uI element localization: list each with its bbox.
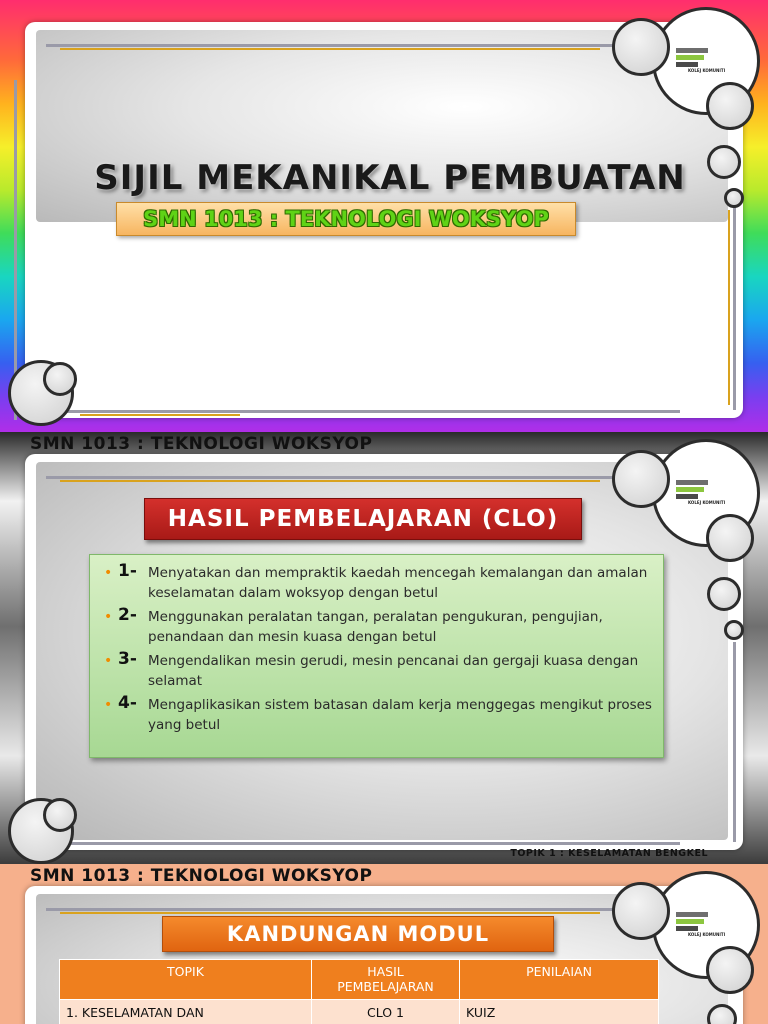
clo-number: 4- — [118, 693, 137, 713]
col-header-topik: TOPIK — [60, 960, 312, 1000]
clo-list — [89, 554, 664, 758]
bullet-icon: • — [104, 609, 113, 625]
module-heading — [162, 916, 554, 952]
logo-text: KOLEJ KOMUNITI — [688, 68, 726, 73]
bullet-icon: • — [104, 697, 113, 713]
clo-text: Menyatakan dan mempraktik kaedah mencegah kemalangan dan amalan keselamatan dalam woksyop dengan betul — [148, 565, 648, 601]
decor-line-gold — [60, 48, 600, 50]
decor-line-gold — [728, 210, 730, 405]
decor-circle — [724, 620, 744, 640]
col-header-hasil: HASIL PEMBELAJARAN — [312, 960, 460, 1000]
clo-text: Mengaplikasikan sistem batasan dalam kerja menggegas mengikut proses yang betul — [148, 697, 652, 733]
decor-circle — [724, 188, 744, 208]
title-slide — [0, 0, 768, 432]
clo-text: Mengendalikan mesin gerudi, mesin pencanai dan gergaji kuasa dengan selamat — [148, 653, 639, 689]
decor-circle — [612, 18, 670, 76]
decor-line — [60, 410, 680, 413]
logo-text: KOLEJ KOMUNITI — [688, 932, 726, 937]
table-cell: CLO 1 — [312, 1000, 460, 1024]
course-header: SMN 1013 : TEKNOLOGI WOKSYOP — [30, 866, 373, 886]
subtitle-banner — [116, 202, 576, 236]
clo-number: 3- — [118, 649, 137, 669]
module-content-slide — [0, 864, 768, 1024]
decor-circle — [706, 946, 754, 994]
clo-number: 2- — [118, 605, 137, 625]
clo-item — [104, 563, 653, 603]
decor-circle — [707, 577, 741, 611]
decor-line — [46, 908, 616, 911]
topic-footer: TOPIK 1 : KESELAMATAN BENGKEL — [510, 848, 708, 859]
bullet-icon: • — [104, 565, 113, 581]
kolej-komuniti-logo — [676, 480, 726, 510]
decor-circle — [706, 82, 754, 130]
decor-circle — [612, 450, 670, 508]
decor-line — [733, 642, 736, 842]
clo-item — [104, 695, 653, 735]
table-cell: KUIZ — [460, 1000, 659, 1024]
decor-line-gold — [80, 414, 240, 416]
clo-heading — [144, 498, 582, 540]
module-table — [59, 959, 659, 1024]
decor-line — [46, 44, 616, 47]
clo-item — [104, 607, 653, 647]
decor-circle — [612, 882, 670, 940]
logo-text: KOLEJ KOMUNITI — [688, 500, 726, 505]
decor-circle — [707, 145, 741, 179]
clo-item — [104, 651, 653, 691]
decor-line — [60, 842, 680, 845]
bullet-icon: • — [104, 653, 113, 669]
table-header-row — [60, 960, 659, 1000]
main-title: SIJIL MEKANIKAL PEMBUATAN — [94, 158, 686, 198]
col-header-penilaian: PENILAIAN — [460, 960, 659, 1000]
kolej-komuniti-logo — [676, 912, 726, 942]
module-heading-text: KANDUNGAN MODUL — [226, 922, 490, 946]
table-row — [60, 1000, 659, 1024]
clo-heading-text: HASIL PEMBELAJARAN (CLO) — [167, 506, 559, 532]
decor-line-gold — [60, 912, 600, 914]
table-cell: 1. KESELAMATAN DAN — [60, 1000, 312, 1024]
clo-slide — [0, 432, 768, 864]
decor-circle — [706, 514, 754, 562]
decor-line — [733, 190, 736, 410]
kolej-komuniti-logo — [676, 48, 726, 78]
decor-line-gold — [60, 480, 600, 482]
course-header: SMN 1013 : TEKNOLOGI WOKSYOP — [30, 434, 373, 454]
decor-circle — [43, 798, 77, 832]
decor-line — [46, 476, 616, 479]
clo-text: Menggunakan peralatan tangan, peralatan pengukuran, pengujian, penandaan dan mesin kuasa dengan betul — [148, 609, 603, 645]
clo-number: 1- — [118, 561, 137, 581]
decor-circle — [43, 362, 77, 396]
subtitle-text: SMN 1013 : TEKNOLOGI WOKSYOP — [143, 207, 549, 231]
